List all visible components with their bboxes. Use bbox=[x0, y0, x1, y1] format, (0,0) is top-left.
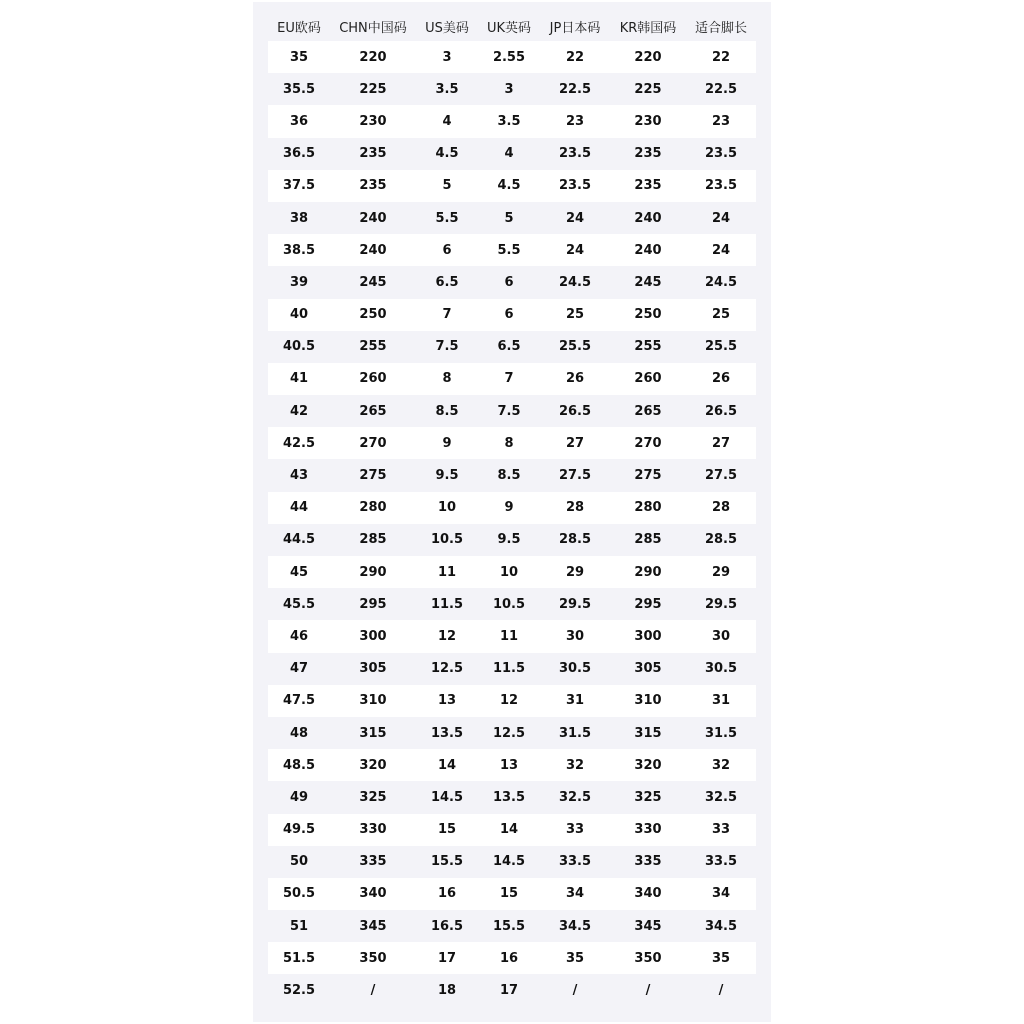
jp-cell: 26 bbox=[540, 363, 610, 395]
jp-cell: 31 bbox=[540, 685, 610, 717]
size-chart-sheet bbox=[253, 2, 771, 1022]
table-row bbox=[268, 138, 756, 170]
foot-length-cell: 31 bbox=[686, 685, 756, 717]
jp-cell: 30.5 bbox=[540, 653, 610, 685]
uk-cell: 17 bbox=[478, 974, 540, 1006]
us-cell: 6 bbox=[416, 234, 478, 266]
jp-cell: 24 bbox=[540, 234, 610, 266]
table-row bbox=[268, 685, 756, 717]
kr-cell: 345 bbox=[610, 910, 686, 942]
chn-cell: 235 bbox=[330, 170, 416, 202]
us-cell: 4.5 bbox=[416, 138, 478, 170]
uk-cell: 4 bbox=[478, 138, 540, 170]
foot-length-cell: 22 bbox=[686, 41, 756, 73]
jp-cell: 29.5 bbox=[540, 588, 610, 620]
us-cell: 3.5 bbox=[416, 73, 478, 105]
jp-cell: 23 bbox=[540, 105, 610, 137]
eu-cell: 42 bbox=[268, 395, 330, 427]
us-cell: 16.5 bbox=[416, 910, 478, 942]
table-row bbox=[268, 588, 756, 620]
foot-length-cell: 32 bbox=[686, 749, 756, 781]
kr-cell: 330 bbox=[610, 814, 686, 846]
jp-cell: 33.5 bbox=[540, 846, 610, 878]
uk-cell: 14 bbox=[478, 814, 540, 846]
eu-cell: 44.5 bbox=[268, 524, 330, 556]
table-row bbox=[268, 234, 756, 266]
table-row bbox=[268, 492, 756, 524]
eu-cell: 47 bbox=[268, 653, 330, 685]
foot-length-cell: 25 bbox=[686, 299, 756, 331]
eu-cell: 40.5 bbox=[268, 331, 330, 363]
header-foot-length: 适合脚长 bbox=[694, 20, 747, 36]
jp-cell: 33 bbox=[540, 814, 610, 846]
foot-length-cell: 31.5 bbox=[686, 717, 756, 749]
eu-cell: 51.5 bbox=[268, 942, 330, 974]
jp-cell: 31.5 bbox=[540, 717, 610, 749]
table-row bbox=[268, 41, 756, 73]
foot-length-cell: 33.5 bbox=[686, 846, 756, 878]
kr-cell: 275 bbox=[610, 459, 686, 491]
kr-cell: 240 bbox=[610, 202, 686, 234]
foot-length-cell: 23.5 bbox=[686, 170, 756, 202]
table-row bbox=[268, 974, 756, 1006]
chn-cell: 290 bbox=[330, 556, 416, 588]
eu-cell: 49 bbox=[268, 781, 330, 813]
table-row bbox=[268, 459, 756, 491]
uk-cell: 5.5 bbox=[478, 234, 540, 266]
uk-cell: 12 bbox=[478, 685, 540, 717]
chn-cell: 265 bbox=[330, 395, 416, 427]
eu-cell: 47.5 bbox=[268, 685, 330, 717]
uk-cell: 6.5 bbox=[478, 331, 540, 363]
jp-cell: 27.5 bbox=[540, 459, 610, 491]
jp-cell: 34 bbox=[540, 878, 610, 910]
kr-cell: 310 bbox=[610, 685, 686, 717]
jp-cell: 25.5 bbox=[540, 331, 610, 363]
uk-cell: 8 bbox=[478, 427, 540, 459]
chn-cell: 310 bbox=[330, 685, 416, 717]
uk-cell: 13 bbox=[478, 749, 540, 781]
foot-length-cell: 27.5 bbox=[686, 459, 756, 491]
table-row bbox=[268, 653, 756, 685]
foot-length-cell: 23.5 bbox=[686, 138, 756, 170]
table-row bbox=[268, 395, 756, 427]
table-row bbox=[268, 363, 756, 395]
uk-cell: 3 bbox=[478, 73, 540, 105]
eu-cell: 45.5 bbox=[268, 588, 330, 620]
table-header bbox=[268, 11, 756, 41]
chn-cell: 285 bbox=[330, 524, 416, 556]
eu-cell: 35.5 bbox=[268, 73, 330, 105]
uk-cell: 7 bbox=[478, 363, 540, 395]
chn-cell: 230 bbox=[330, 105, 416, 137]
jp-cell: 32 bbox=[540, 749, 610, 781]
us-cell: 16 bbox=[416, 878, 478, 910]
uk-cell: 13.5 bbox=[478, 781, 540, 813]
us-cell: 15.5 bbox=[416, 846, 478, 878]
chn-cell: 325 bbox=[330, 781, 416, 813]
chn-cell: / bbox=[330, 974, 416, 1006]
chn-cell: 270 bbox=[330, 427, 416, 459]
uk-cell: 6 bbox=[478, 266, 540, 298]
eu-cell: 39 bbox=[268, 266, 330, 298]
eu-cell: 41 bbox=[268, 363, 330, 395]
chn-cell: 305 bbox=[330, 653, 416, 685]
foot-length-cell: 34.5 bbox=[686, 910, 756, 942]
eu-cell: 38 bbox=[268, 202, 330, 234]
foot-length-cell: 29 bbox=[686, 556, 756, 588]
kr-cell: 240 bbox=[610, 234, 686, 266]
chn-cell: 350 bbox=[330, 942, 416, 974]
table-row bbox=[268, 299, 756, 331]
foot-length-cell: 23 bbox=[686, 105, 756, 137]
foot-length-cell: 33 bbox=[686, 814, 756, 846]
uk-cell: 15.5 bbox=[478, 910, 540, 942]
us-cell: 17 bbox=[416, 942, 478, 974]
header-uk: UK英码 bbox=[486, 20, 532, 36]
chn-cell: 275 bbox=[330, 459, 416, 491]
uk-cell: 14.5 bbox=[478, 846, 540, 878]
kr-cell: 315 bbox=[610, 717, 686, 749]
table-row bbox=[268, 620, 756, 652]
table-row bbox=[268, 749, 756, 781]
foot-length-cell: 28.5 bbox=[686, 524, 756, 556]
table-row bbox=[268, 105, 756, 137]
us-cell: 9.5 bbox=[416, 459, 478, 491]
uk-cell: 3.5 bbox=[478, 105, 540, 137]
uk-cell: 2.55 bbox=[478, 41, 540, 73]
chn-cell: 250 bbox=[330, 299, 416, 331]
kr-cell: 265 bbox=[610, 395, 686, 427]
foot-length-cell: 24 bbox=[686, 234, 756, 266]
chn-cell: 320 bbox=[330, 749, 416, 781]
eu-cell: 37.5 bbox=[268, 170, 330, 202]
table-row bbox=[268, 717, 756, 749]
us-cell: 14.5 bbox=[416, 781, 478, 813]
us-cell: 10.5 bbox=[416, 524, 478, 556]
chn-cell: 240 bbox=[330, 234, 416, 266]
table-row bbox=[268, 331, 756, 363]
kr-cell: 325 bbox=[610, 781, 686, 813]
chn-cell: 300 bbox=[330, 620, 416, 652]
us-cell: 14 bbox=[416, 749, 478, 781]
kr-cell: 245 bbox=[610, 266, 686, 298]
eu-cell: 45 bbox=[268, 556, 330, 588]
foot-length-cell: 24 bbox=[686, 202, 756, 234]
uk-cell: 11.5 bbox=[478, 653, 540, 685]
jp-cell: 22 bbox=[540, 41, 610, 73]
eu-cell: 40 bbox=[268, 299, 330, 331]
table-row bbox=[268, 427, 756, 459]
eu-cell: 50.5 bbox=[268, 878, 330, 910]
kr-cell: 230 bbox=[610, 105, 686, 137]
us-cell: 3 bbox=[416, 41, 478, 73]
uk-cell: 9.5 bbox=[478, 524, 540, 556]
kr-cell: 225 bbox=[610, 73, 686, 105]
foot-length-cell: 34 bbox=[686, 878, 756, 910]
foot-length-cell: 28 bbox=[686, 492, 756, 524]
table-row bbox=[268, 878, 756, 910]
chn-cell: 280 bbox=[330, 492, 416, 524]
eu-cell: 43 bbox=[268, 459, 330, 491]
us-cell: 18 bbox=[416, 974, 478, 1006]
us-cell: 6.5 bbox=[416, 266, 478, 298]
jp-cell: 28.5 bbox=[540, 524, 610, 556]
uk-cell: 7.5 bbox=[478, 395, 540, 427]
chn-cell: 340 bbox=[330, 878, 416, 910]
foot-length-cell: 26.5 bbox=[686, 395, 756, 427]
kr-cell: 285 bbox=[610, 524, 686, 556]
table-row bbox=[268, 556, 756, 588]
chn-cell: 330 bbox=[330, 814, 416, 846]
eu-cell: 46 bbox=[268, 620, 330, 652]
kr-cell: 260 bbox=[610, 363, 686, 395]
chn-cell: 345 bbox=[330, 910, 416, 942]
uk-cell: 6 bbox=[478, 299, 540, 331]
foot-length-cell: 30.5 bbox=[686, 653, 756, 685]
uk-cell: 10.5 bbox=[478, 588, 540, 620]
us-cell: 10 bbox=[416, 492, 478, 524]
uk-cell: 12.5 bbox=[478, 717, 540, 749]
jp-cell: 24.5 bbox=[540, 266, 610, 298]
jp-cell: 28 bbox=[540, 492, 610, 524]
chn-cell: 225 bbox=[330, 73, 416, 105]
us-cell: 13.5 bbox=[416, 717, 478, 749]
chn-cell: 235 bbox=[330, 138, 416, 170]
us-cell: 8 bbox=[416, 363, 478, 395]
kr-cell: 270 bbox=[610, 427, 686, 459]
eu-cell: 48.5 bbox=[268, 749, 330, 781]
jp-cell: 22.5 bbox=[540, 73, 610, 105]
us-cell: 11.5 bbox=[416, 588, 478, 620]
foot-length-cell: / bbox=[686, 974, 756, 1006]
table-row bbox=[268, 846, 756, 878]
chn-cell: 295 bbox=[330, 588, 416, 620]
kr-cell: 300 bbox=[610, 620, 686, 652]
jp-cell: 26.5 bbox=[540, 395, 610, 427]
jp-cell: 24 bbox=[540, 202, 610, 234]
eu-cell: 50 bbox=[268, 846, 330, 878]
kr-cell: 235 bbox=[610, 138, 686, 170]
foot-length-cell: 27 bbox=[686, 427, 756, 459]
uk-cell: 10 bbox=[478, 556, 540, 588]
jp-cell: 25 bbox=[540, 299, 610, 331]
kr-cell: 320 bbox=[610, 749, 686, 781]
kr-cell: / bbox=[610, 974, 686, 1006]
eu-cell: 36.5 bbox=[268, 138, 330, 170]
foot-length-cell: 25.5 bbox=[686, 331, 756, 363]
uk-cell: 5 bbox=[478, 202, 540, 234]
eu-cell: 52.5 bbox=[268, 974, 330, 1006]
eu-cell: 35 bbox=[268, 41, 330, 73]
chn-cell: 220 bbox=[330, 41, 416, 73]
chn-cell: 315 bbox=[330, 717, 416, 749]
header-chn: CHN中国码 bbox=[339, 20, 407, 36]
us-cell: 7 bbox=[416, 299, 478, 331]
table-row bbox=[268, 73, 756, 105]
uk-cell: 15 bbox=[478, 878, 540, 910]
us-cell: 12 bbox=[416, 620, 478, 652]
chn-cell: 335 bbox=[330, 846, 416, 878]
kr-cell: 255 bbox=[610, 331, 686, 363]
uk-cell: 9 bbox=[478, 492, 540, 524]
us-cell: 9 bbox=[416, 427, 478, 459]
eu-cell: 49.5 bbox=[268, 814, 330, 846]
header-jp: JP日本码 bbox=[549, 20, 601, 36]
kr-cell: 250 bbox=[610, 299, 686, 331]
jp-cell: 29 bbox=[540, 556, 610, 588]
jp-cell: 30 bbox=[540, 620, 610, 652]
jp-cell: 32.5 bbox=[540, 781, 610, 813]
table-row bbox=[268, 524, 756, 556]
jp-cell: 34.5 bbox=[540, 910, 610, 942]
eu-cell: 48 bbox=[268, 717, 330, 749]
eu-cell: 44 bbox=[268, 492, 330, 524]
us-cell: 15 bbox=[416, 814, 478, 846]
foot-length-cell: 22.5 bbox=[686, 73, 756, 105]
chn-cell: 260 bbox=[330, 363, 416, 395]
us-cell: 12.5 bbox=[416, 653, 478, 685]
us-cell: 11 bbox=[416, 556, 478, 588]
header-eu: EU欧码 bbox=[277, 20, 321, 36]
uk-cell: 16 bbox=[478, 942, 540, 974]
us-cell: 5 bbox=[416, 170, 478, 202]
us-cell: 7.5 bbox=[416, 331, 478, 363]
kr-cell: 220 bbox=[610, 41, 686, 73]
jp-cell: / bbox=[540, 974, 610, 1006]
header-row bbox=[268, 11, 756, 41]
kr-cell: 340 bbox=[610, 878, 686, 910]
table-row bbox=[268, 781, 756, 813]
us-cell: 13 bbox=[416, 685, 478, 717]
kr-cell: 350 bbox=[610, 942, 686, 974]
eu-cell: 51 bbox=[268, 910, 330, 942]
header-us: US美码 bbox=[425, 20, 469, 36]
us-cell: 4 bbox=[416, 105, 478, 137]
foot-length-cell: 24.5 bbox=[686, 266, 756, 298]
size-conversion-table bbox=[268, 11, 756, 1007]
jp-cell: 23.5 bbox=[540, 138, 610, 170]
foot-length-cell: 35 bbox=[686, 942, 756, 974]
chn-cell: 255 bbox=[330, 331, 416, 363]
uk-cell: 4.5 bbox=[478, 170, 540, 202]
chn-cell: 240 bbox=[330, 202, 416, 234]
foot-length-cell: 30 bbox=[686, 620, 756, 652]
table-row bbox=[268, 942, 756, 974]
table-row bbox=[268, 170, 756, 202]
table-row bbox=[268, 266, 756, 298]
kr-cell: 335 bbox=[610, 846, 686, 878]
uk-cell: 11 bbox=[478, 620, 540, 652]
jp-cell: 27 bbox=[540, 427, 610, 459]
us-cell: 5.5 bbox=[416, 202, 478, 234]
eu-cell: 38.5 bbox=[268, 234, 330, 266]
header-kr: KR韩国码 bbox=[619, 20, 677, 36]
foot-length-cell: 29.5 bbox=[686, 588, 756, 620]
table-row bbox=[268, 814, 756, 846]
table-body bbox=[268, 41, 756, 1007]
us-cell: 8.5 bbox=[416, 395, 478, 427]
chn-cell: 245 bbox=[330, 266, 416, 298]
uk-cell: 8.5 bbox=[478, 459, 540, 491]
eu-cell: 42.5 bbox=[268, 427, 330, 459]
foot-length-cell: 26 bbox=[686, 363, 756, 395]
kr-cell: 280 bbox=[610, 492, 686, 524]
kr-cell: 295 bbox=[610, 588, 686, 620]
jp-cell: 35 bbox=[540, 942, 610, 974]
kr-cell: 305 bbox=[610, 653, 686, 685]
table-row bbox=[268, 202, 756, 234]
kr-cell: 290 bbox=[610, 556, 686, 588]
eu-cell: 36 bbox=[268, 105, 330, 137]
table-row bbox=[268, 910, 756, 942]
kr-cell: 235 bbox=[610, 170, 686, 202]
foot-length-cell: 32.5 bbox=[686, 781, 756, 813]
jp-cell: 23.5 bbox=[540, 170, 610, 202]
